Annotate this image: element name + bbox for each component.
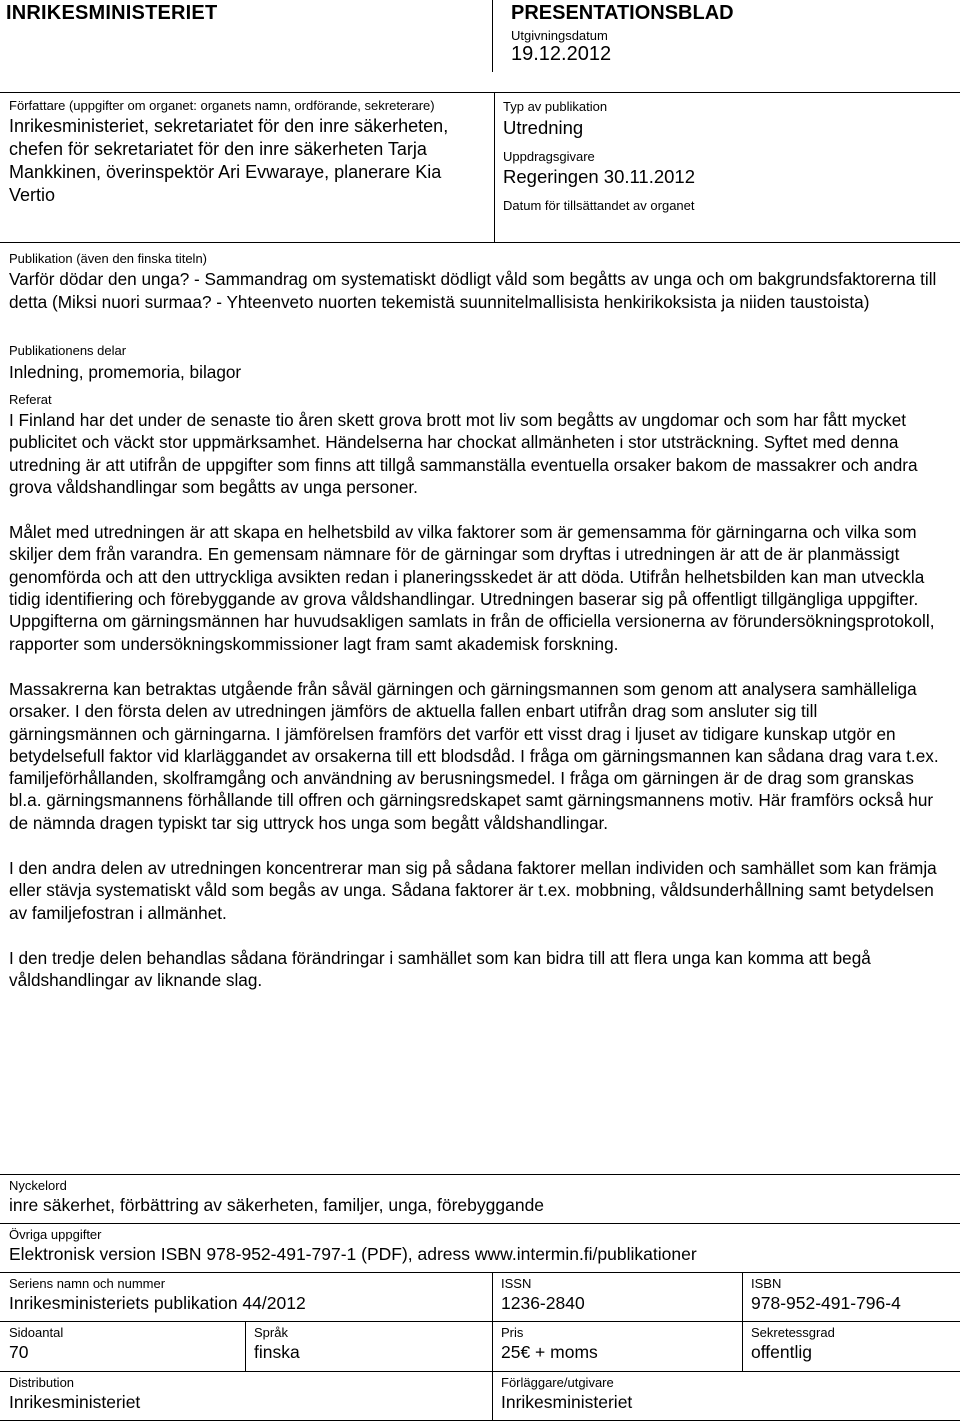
publication-parts-value: Inledning, promemoria, bilagor [9, 362, 242, 382]
abstract-paragraph: Målet med utredningen är att skapa en helhetsbild av vilka faktorer som är gemensamma för gärningarna och vilka som skiljer dem från varandra. En gemensam nämnare för de gärningar som dryftas i utredningen är att de är planmässigt genomförda och att den uttryckliga avsikten redan i planeringsskedet är att döda. Utifrån helhetsbilden kan man utveckla tidig identifiering och förebyggande av grova våldshandlingar. Utredningen baserar sig på offentligt tillgängliga uppgifter. Uppgifterna om gärningsmännen har huvudsakligen samlats in från de officiella versionerna av förundersökningsprotokoll, rapporter som undersökningskommissioner lagt fram samt akademisk forskning. [9, 522, 935, 654]
commissioner-label: Uppdragsgivare [503, 149, 595, 164]
issue-date: 19.12.2012 [511, 43, 612, 65]
issn-value: 1236-2840 [501, 1293, 585, 1313]
keywords-value: inre säkerhet, förbättring av säkerheten, familjer, unga, förebyggande [9, 1195, 545, 1215]
series-section [0, 1272, 492, 1321]
distribution-label: Distribution [9, 1375, 75, 1390]
price-value: 25€ + moms [501, 1342, 598, 1362]
publication-type-section [494, 92, 960, 243]
language-value: finska [254, 1342, 300, 1362]
divider [0, 1420, 960, 1421]
isbn-value: 978-952-491-796-4 [751, 1293, 901, 1313]
series-label: Seriens namn och nummer [9, 1276, 166, 1291]
confidentiality-label: Sekretessgrad [751, 1325, 835, 1340]
author-label: Författare (uppgifter om organet: organets namn, ordförande, sekreterare) [9, 98, 435, 113]
publication-parts-section [9, 343, 949, 384]
price-label: Pris [501, 1325, 524, 1340]
pages-section [0, 1321, 245, 1371]
distribution-value: Inrikesministeriet [9, 1392, 141, 1412]
author-section [0, 92, 494, 243]
series-value: Inrikesministeriets publikation 44/2012 [9, 1293, 306, 1313]
other-info-section [0, 1223, 960, 1272]
confidentiality-section [742, 1321, 960, 1371]
commissioner-value: Regeringen 30.11.2012 [503, 166, 696, 187]
publication-type-value: Utredning [503, 117, 584, 138]
abstract-paragraph: Massakrerna kan betraktas utgående från såväl gärningen och gärningsmannen som genom att analysera samhälleliga orsaker. I den första delen av utredningen jämförs de aktuella fallen enbart utifrån drag som ansluter sig till gärningsmännen och gärningarna. I jämförelsen framförs det varför ett visst drag i ljuset av tidigare kunskap utgör en betydelsefull faktor vid klarläggandet av orsakerna till ett blodsdåd. I fråga om gärningsmannen kan sådana drag vara t.ex. familjeförhållanden, skolframgång och användning av berusningsmedel. I fråga om gärningen är de drag som granskas bl.a. gärningsmannens förhållande till offren och gärningsredskapet samt gärningsmannens motiv. Här framförs också hur de nämnda dragen typiskt tar sig uttryck hos unga som begått våldshandlingar. [9, 678, 939, 833]
other-info-label: Övriga uppgifter [9, 1227, 102, 1242]
header-left [0, 0, 492, 72]
document-type: PRESENTATIONSBLAD [511, 2, 734, 24]
abstract-paragraph: I den andra delen av utredningen koncentrerar man sig på sådana faktorer mellan individen och samhället som kan främja eller stävja systematiskt våld som begås av unga. Sådana faktorer är t.ex. mobbning, våldsunderhållning samt betydelsen av familjefostran i allmänhet. [9, 858, 937, 923]
publication-title-value: Varför dödar den unga? - Sammandrag om systematiskt dödligt våld som begåtts av unga och om bakgrundsfaktorerna till detta (Miksi nuori surmaa? - Yhteenveto nuorten tekemistä suunnitelmallisista henkirikoksista ja niiden taustoista) [9, 269, 937, 312]
ministry-name: INRIKESMINISTERIET [6, 2, 218, 24]
appointment-date-label: Datum för tillsättandet av organet [503, 198, 695, 213]
issue-date-label: Utgivningsdatum [511, 28, 608, 43]
publisher-label: Förläggare/utgivare [501, 1375, 614, 1390]
abstract-paragraph: I Finland har det under de senaste tio åren skett grova brott mot liv som begåtts av ungdomar och som har fått mycket publicitet och väckt stor uppmärksamhet. Händelserna har chockat allmänheten i stor utsträckning. Syftet med denna utredning är att utifrån de uppgifter som finns att tillgå sammanställa eventuella orsaker bakom de massakrer och andra grova våldshandlingar som begåtts av unga personer. [9, 410, 918, 497]
distribution-section [0, 1371, 492, 1420]
issn-label: ISSN [501, 1276, 532, 1291]
pages-value: 70 [9, 1342, 29, 1362]
abstract-paragraph: I den tredje delen behandlas sådana förändringar i samhället som kan bidra till att flera unga kan komma att begå våldshandlingar av liknande slag. [9, 947, 871, 991]
abstract-label: Referat [9, 392, 52, 407]
publisher-section [492, 1371, 960, 1420]
price-section [492, 1321, 742, 1371]
language-label: Språk [254, 1325, 288, 1340]
publication-title-section [9, 251, 949, 313]
header-right [492, 0, 960, 72]
isbn-section [742, 1272, 960, 1321]
language-section [245, 1321, 492, 1371]
isbn-label: ISBN [751, 1276, 782, 1291]
author-value: Inrikesministeriet, sekretariatet för den inre säkerheten, chefen för sekretariatet för den inre säkerheten Tarja Mankkinen, överinspektör Ari Evwaraye, planerare Kia Vertio [9, 116, 449, 205]
keywords-label: Nyckelord [9, 1178, 67, 1193]
publication-parts-label: Publikationens delar [9, 343, 127, 358]
issn-section [492, 1272, 742, 1321]
pages-label: Sidoantal [9, 1325, 64, 1340]
keywords-section [0, 1174, 960, 1223]
confidentiality-value: offentlig [751, 1342, 812, 1362]
publication-type-label: Typ av publikation [503, 99, 608, 114]
publisher-value: Inrikesministeriet [501, 1392, 633, 1412]
abstract-section [9, 392, 949, 992]
other-info-value: Elektronisk version ISBN 978-952-491-797-1 (PDF), adress www.intermin.fi/publikationer [9, 1244, 697, 1264]
publication-title-label: Publikation (även den finska titeln) [9, 251, 208, 266]
